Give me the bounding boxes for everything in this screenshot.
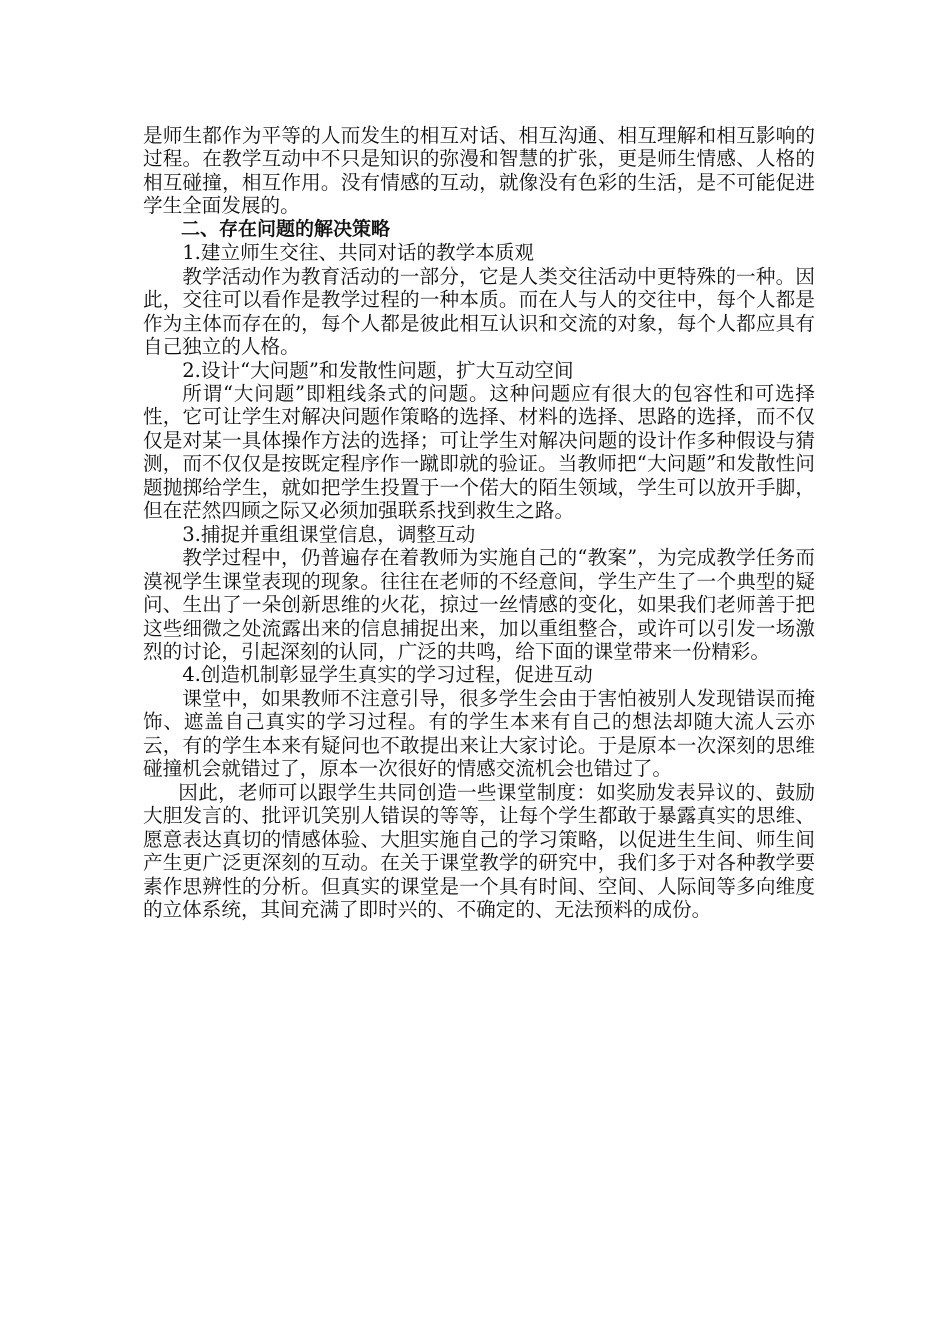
subheading-4: 4.创造机制彰显学生真实的学习过程，促进互动 <box>182 663 593 687</box>
subheading-2: 2.设计“大问题”和发散性问题，扩大互动空间 <box>182 358 574 382</box>
paragraph-4: 课堂中，如果教师不注意引导，很多学生会由于害怕被别人发现错误而掩饰、遮盖自己真实的学习过程。有的学生本来有自己的想法却随大流人云亦云，有的学生本来有疑问也不敢提出来让大家讨论。于是原本一次深刻的思维碰撞机会就错过了，原本一次很好的情感交流机会也错过了。 <box>143 686 815 781</box>
paragraph-5: 因此，老师可以跟学生共同创造一些课堂制度：如奖励发表异议的、鼓励大胆发言的、批评讥笑别人错误的等等，让每个学生都敢于暴露真实的思维、愿意表达真切的情感体验、大胆实施自己的学习策略，以促进生生间、师生间产生更广泛更深刻的互动。在关于课堂教学的研究中，我们多于对各种教学要素作思辨性的分析。但真实的课堂是一个具有时间、空间、人际间等多向维度的立体系统，其间充满了即时兴的、不确定的、无法预料的成份。 <box>143 780 815 921</box>
paragraph-1: 教学活动作为教育活动的一部分，它是人类交往活动中更特殊的一种。因此，交往可以看作是教学过程的一种本质。而在人与人的交往中，每个人都是作为主体而存在的，每个人都是彼此相互认识和交流的对象，每个人都应具有自己独立的人格。 <box>143 264 815 359</box>
document-body <box>143 124 815 921</box>
paragraph-continued: 是师生都作为平等的人而发生的相互对话、相互沟通、相互理解和相互影响的过程。在教学互动中不只是知识的弥漫和智慧的扩张，更是师生情感、人格的相互碰撞，相互作用。没有情感的互动，就像没有色彩的生活，是不可能促进学生全面发展的。 <box>143 124 815 218</box>
section-heading-strategies: 二、存在问题的解决策略 <box>181 217 391 240</box>
paragraph-2: 所谓“大问题”即粗线条式的问题。这种问题应有很大的包容性和可选择性，它可让学生对解决问题作策略的选择、材料的选择、思路的选择，而不仅仅是对某一具体操作方法的选择；可让学生对解决问题的设计作多种假设与猜测，而不仅仅是按既定程序作一蹴即就的验证。当教师把“大问题”和发散性问题抛掷给学生，就如把学生投置于一个偌大的陌生领域，学生可以放开手脚，但在茫然四顾之际又必须加强联系找到救生之路。 <box>143 381 815 523</box>
paragraph-3: 教学过程中，仍普遍存在着教师为实施自己的“教案”，为完成教学任务而漠视学生课堂表现的现象。往往在老师的不经意间，学生产生了一个典型的疑问、生出了一朵创新思维的火花，掠过一丝情感的变化，如果我们老师善于把这些细微之处流露出来的信息捕捉出来，加以重组整合，或许可以引发一场激烈的讨论，引起深刻的认同，广泛的共鸣，给下面的课堂带来一份精彩。 <box>143 546 815 663</box>
subheading-1: 1.建立师生交往、共同对话的教学本质观 <box>182 241 534 265</box>
subheading-3: 3.捕捉并重组课堂信息，调整互动 <box>182 522 476 546</box>
